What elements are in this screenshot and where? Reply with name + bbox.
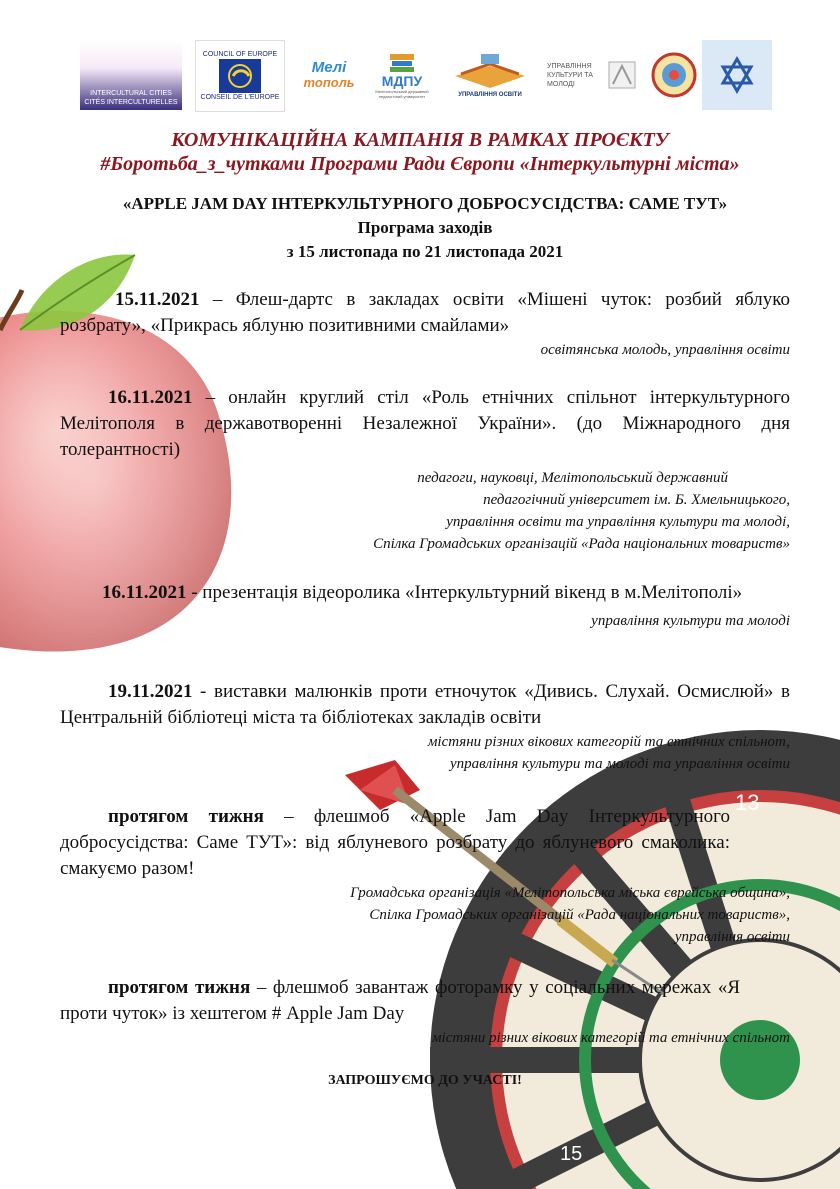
star-of-david-icon	[717, 55, 757, 95]
culture-emblem-icon	[607, 60, 637, 90]
event-date: протягом тижня	[108, 977, 251, 998]
event-description: – флешмоб завантаж фоторамку у соціальних мережах «Я проти чуток» із хештегом # Apple Jam Day	[60, 977, 740, 1024]
book-stack-icon	[387, 52, 417, 74]
event-date: 19.11.2021	[108, 681, 193, 702]
event-item	[60, 804, 790, 948]
national-societies-logo	[650, 40, 698, 110]
event-item	[60, 975, 790, 1049]
event-organizers: Громадська організація «Мелітопольська міська єврейська община», Спілка Громадських організацій «Рада національних товариств», управління освіти	[350, 885, 790, 945]
intercultural-cities-logo: INTERCULTURAL CITIES CITÉS INTERCULTURELLES	[80, 40, 182, 110]
melitopol-logo: Мелі тополь	[303, 59, 355, 90]
event-item	[60, 385, 790, 555]
dartboard-illustration	[430, 730, 840, 1189]
event-description: – онлайн круглий стіл «Роль етнічних спільнот інтеркультурного Мелітополя в державотворенні Незалежної України». (до Міжнародного дня толерантності)	[60, 387, 790, 460]
open-book-icon	[451, 52, 529, 92]
event-description: – Флеш-дартс в закладах освіти «Мішені чуток: розбий яблуко розбрату», «Прикрась яблуню позитивними смайлами»	[60, 289, 790, 336]
event-organizers: управління культури та молоді	[591, 613, 790, 629]
partner-logos	[80, 40, 780, 112]
event-organizers: педагоги, науковці, Мелітопольський державний педагогічний університет ім. Б. Хмельницького, управління освіти та управління культури та молоді, Спілка Громадських організацій «Рада національних товариств»	[373, 470, 790, 552]
event-date: 15.11.2021	[115, 289, 200, 310]
event-title: «APPLE JAM DAY ІНТЕРКУЛЬТУРНОГО ДОБРОСУСІДСТВА: САМЕ ТУТ»	[122, 194, 728, 213]
event-organizers: містяни різних вікових категорій та етнічних спільнот	[431, 1030, 790, 1046]
campaign-line-2: #Боротьба_з_чутками Програми Ради Європи «Інтеркультурні міста»	[100, 153, 740, 175]
culture-youth-department-logo: УПРАВЛІННЯ КУЛЬТУРИ ТА МОЛОДІ	[542, 40, 642, 110]
svg-text:15: 15	[560, 1143, 583, 1165]
council-of-europe-emblem-icon	[219, 59, 261, 93]
round-emblem-icon	[651, 52, 697, 98]
program-dates: з 15 листопада по 21 листопада 2021	[286, 242, 564, 261]
council-of-europe-logo: COUNCIL OF EUROPE CONSEIL DE L'EUROPE	[195, 40, 285, 112]
event-organizers: містяни різних вікових категорій та етнічних спільнот, управління культури та молоді та управління освіти	[427, 734, 790, 772]
jewish-community-logo	[702, 40, 772, 110]
program-label: Програма заходів	[357, 218, 493, 237]
event-description: - виставки малюнків проти етночуток «Дивись. Слухай. Осмислюй» в Центральній бібліотеці міста та бібліотеках закладів освіти	[60, 681, 790, 728]
event-item	[60, 580, 790, 632]
event-item	[60, 287, 790, 361]
campaign-line-1: КОМУНІКАЦІЙНА КАМПАНІЯ В РАМКАХ ПРОЄКТУ	[171, 129, 669, 151]
education-department-logo: УПРАВЛІННЯ ОСВІТИ	[444, 40, 536, 110]
mdpu-logo: МДПУ Мелітопольський державний педагогічний університет	[372, 40, 432, 110]
event-description: – флешмоб «Apple Jam Day Інтеркультурного добросусідства: Саме ТУТ»: від яблуневого розбрату до яблуневого смаколика: смакуємо разом!	[60, 806, 730, 879]
event-item	[60, 679, 790, 775]
program-title-block	[40, 193, 810, 263]
svg-text:13: 13	[735, 790, 760, 815]
invitation-text: ЗАПРОШУЄМО ДО УЧАСТІ!	[328, 1073, 522, 1088]
event-date: 16.11.2021	[108, 387, 193, 408]
campaign-heading	[40, 128, 800, 176]
event-date: протягом тижня	[108, 806, 264, 827]
event-description: - презентація відеоролика «Інтеркультурний вікенд в м.Мелітополі»	[186, 582, 743, 603]
event-organizers: освітянська молодь, управління освіти	[540, 342, 790, 358]
event-date: 16.11.2021	[102, 582, 187, 603]
